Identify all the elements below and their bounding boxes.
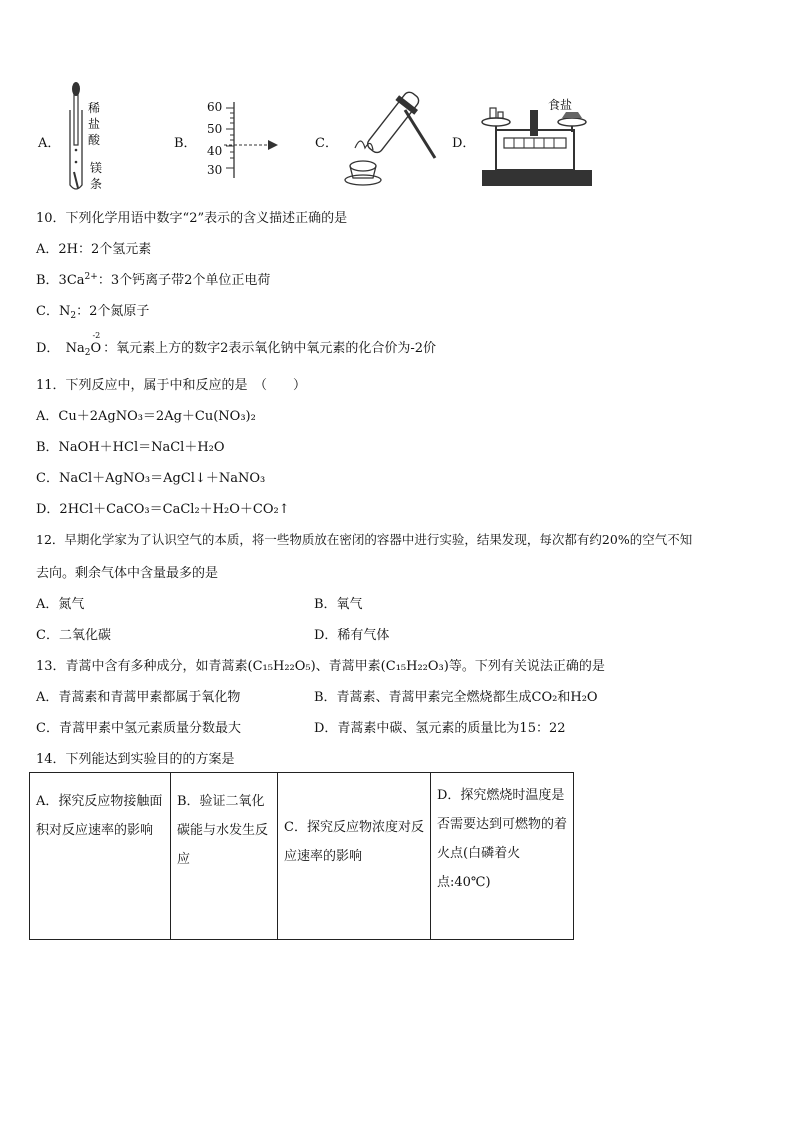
q12-option-b: B．氧气 [314, 597, 363, 612]
balance-scale-icon [474, 100, 599, 192]
q13-option-d: D．青蒿素中碳、氢元素的质量比为15：22 [314, 721, 566, 736]
q10-d-suffix: ：氧元素上方的数字2表示氧化钠中氧元素的化合价为-2价 [103, 341, 437, 356]
q14-stem: 14．下列能达到实验目的的方案是 [36, 752, 235, 767]
mg-char: 镁 [90, 161, 103, 175]
tick-label: 30 [207, 163, 223, 177]
q11-option-a: A．Cu＋2AgNO₃＝2Ag＋Cu(NO₃)₂ [36, 409, 256, 424]
q10-c-subscript: 2 [70, 311, 77, 321]
figure-d-label: D． [452, 136, 476, 151]
valence-formula [64, 331, 104, 358]
magnesium-label [90, 160, 104, 192]
q14-cell-b: B．验证二氧化碳能与水发生反应 [171, 773, 278, 940]
q10-b-prefix: B．3Ca [36, 273, 85, 288]
q11-option-d: D．2HCl＋CaCO₃＝CaCl₂＋H₂O＋CO₂↑ [36, 502, 290, 517]
tick-label: 60 [207, 100, 223, 114]
q13-option-b: B．青蒿素、青蒿甲素完全燃烧都生成CO₂和H₂O [314, 690, 598, 705]
acid-label [88, 100, 102, 148]
q10-c-prefix: C．N [36, 304, 71, 319]
q10-option-c [36, 300, 149, 319]
formula-subscript: 2 [84, 348, 91, 358]
q14-cell-d: D．探究燃烧时温度是否需要达到可燃物的着火点(白磷着火点:40℃) [431, 773, 574, 940]
figure-b-label: B． [174, 136, 197, 151]
q10-option-d [36, 331, 437, 358]
q11-option-b: B．NaOH＋HCl＝NaCl＋H₂O [36, 440, 225, 455]
acid-char: 稀 [88, 101, 101, 115]
q14-options-table [29, 772, 574, 940]
q10-b-suffix: ：3个钙离子带2个单位正电荷 [97, 273, 271, 288]
salt-label: 食盐 [548, 98, 573, 112]
heating-test-tube-icon [335, 90, 440, 190]
acid-char: 酸 [88, 133, 101, 147]
q12-stem-line2: 去向。剩余气体中含量最多的是 [36, 566, 219, 581]
tick-label: 40 [207, 144, 223, 158]
figure-a-label: A． [38, 136, 61, 151]
q12-option-d: D．稀有气体 [314, 628, 390, 643]
graduated-cylinder-icon [224, 100, 294, 180]
test-tube-dropper-icon [60, 80, 90, 195]
q12-option-a: A．氮气 [36, 597, 85, 612]
q10-d-prefix: D． [36, 341, 60, 356]
tick-label: 50 [207, 122, 223, 136]
valence-mark: -2 [92, 331, 101, 340]
q14-cell-c: C．探究反应物浓度对反应速率的影响 [278, 773, 431, 940]
q10-b-charge: 2+ [84, 272, 98, 282]
q12-option-c: C．二氧化碳 [36, 628, 111, 643]
q13-option-c: C．青蒿甲素中氢元素质量分数最大 [36, 721, 241, 736]
q10-option-b [36, 269, 270, 288]
formula-o-wrap [90, 331, 102, 356]
acid-char: 盐 [88, 117, 101, 131]
q10-stem: 10．下列化学用语中数字“2”表示的含义描述正确的是 [36, 211, 348, 226]
q11-stem: 11．下列反应中，属于中和反应的是 （ ） [36, 378, 307, 393]
q10-c-suffix: ：2个氮原子 [76, 304, 150, 319]
q13-option-a: A．青蒿素和青蒿甲素都属于氧化物 [36, 690, 241, 705]
formula-na: Na [65, 341, 85, 356]
q13-stem: 13．青蒿中含有多种成分，如青蒿素(C₁₅H₂₂O₅)、青蒿甲素(C₁₅H₂₂O₃)等。下列有关说法正确的是 [36, 659, 605, 674]
mg-char: 条 [90, 177, 103, 191]
q11-option-c: C．NaCl＋AgNO₃＝AgCl↓＋NaNO₃ [36, 471, 266, 486]
q10-option-a: A．2H：2个氢元素 [36, 242, 152, 257]
formula-o: O [90, 341, 102, 356]
q14-cell-a: A．探究反应物接触面积对反应速率的影响 [30, 773, 171, 940]
q12-stem-line1: 12．早期化学家为了认识空气的本质，将一些物质放在密闭的容器中进行实验，结果发现，每次都有约20%的空气不知 [36, 532, 693, 547]
figure-c-label: C． [315, 136, 338, 151]
